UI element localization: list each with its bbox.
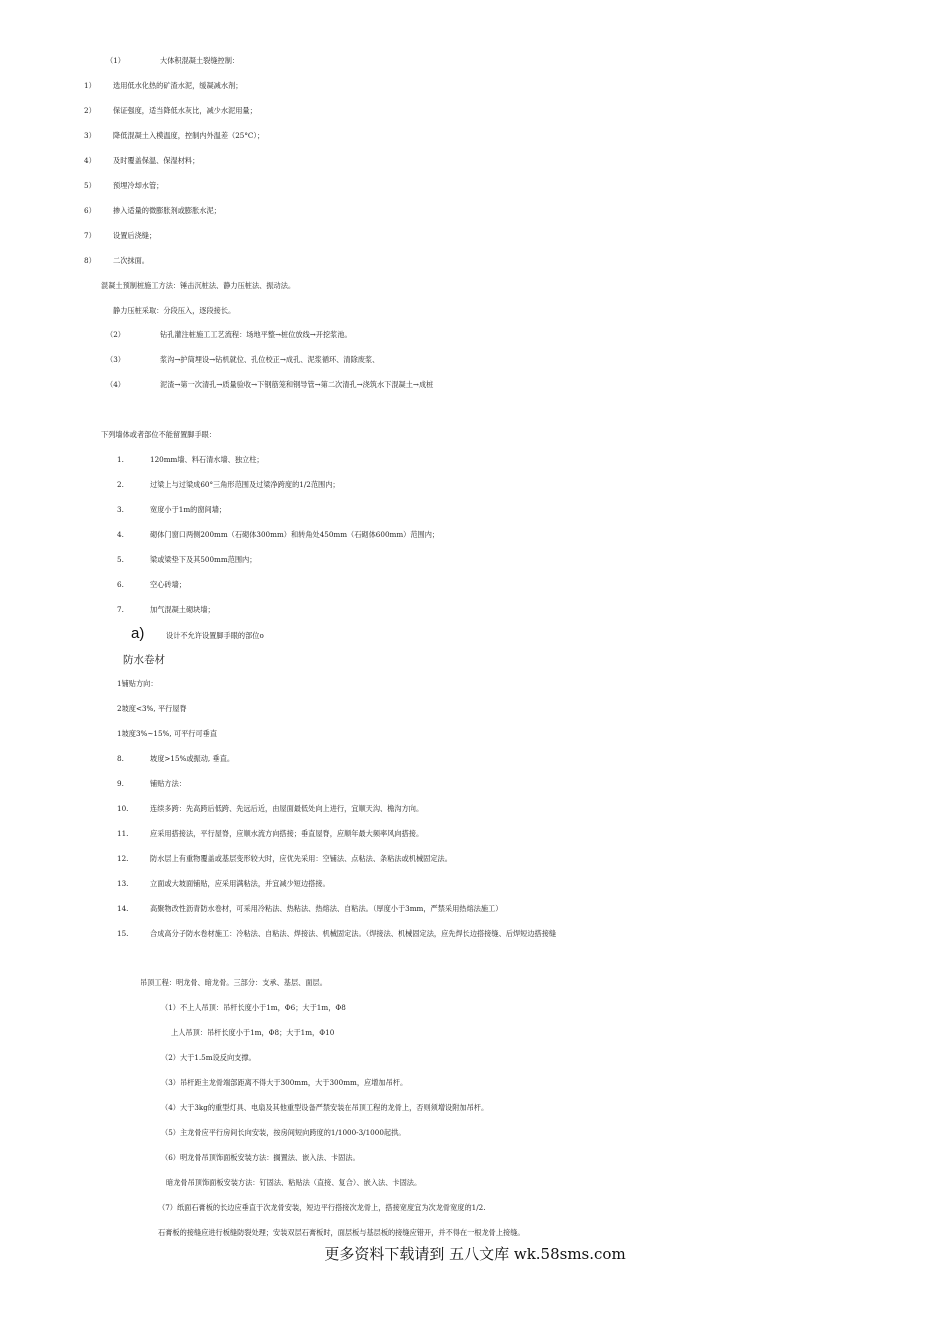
list-item: 合成高分子防水卷材施工：冷粘法、自粘法、焊接法、机械固定法。（焊接法、机械固定法，应先焊长边搭接缝、后焊短边搭接缝 (150, 929, 557, 938)
ceiling-intro: 吊顶工程：明龙骨、暗龙骨。三部分：支承、基层、面层。 (140, 978, 327, 987)
step-num: （3） (106, 355, 125, 364)
item-a-text: 设计不允许设置脚手眼的部位o (166, 631, 264, 640)
list-item: 应采用搭接法，平行屋脊，应顺水流方向搭接；垂直屋脊，应顺年最大频率风向搭接。 (150, 829, 424, 838)
list-item: 掺入适量的微膨胀剂或膨胀水泥； (113, 206, 221, 215)
list-item: 梁或梁垫下及其500mm范围内； (150, 555, 257, 564)
list-item: 选用低水化热的矿渣水泥，缓凝减水剂； (113, 81, 243, 90)
list-item-num: 8） (84, 256, 96, 265)
section1-title: 大体积混凝土裂缝控制： (160, 56, 240, 65)
list-item: 防水层上有重物覆盖或基层变形较大时，应优先采用：空铺法、点粘法、条粘法或机械固定法。 (150, 854, 452, 863)
list-item-num: 13. (117, 879, 129, 888)
step-num: （2） (106, 330, 125, 339)
list-item: 铺贴方法： (150, 779, 186, 788)
list-item: 空心砖墙； (150, 580, 186, 589)
list-item: 连续多跨：先高跨后低跨、先远后近，由屋面最低处向上进行，宜顺天沟、檐沟方向。 (150, 804, 424, 813)
list-item-num: 6. (117, 580, 124, 589)
scaffold-intro: 下列墙体或者部位不能留置脚手眼： (101, 430, 217, 439)
list-item-num: 6） (84, 206, 96, 215)
list-item: 设置后浇缝； (113, 231, 157, 240)
list-item-num: 7） (84, 231, 96, 240)
section1-title-num: （1） (106, 56, 125, 65)
list-item: 砌体门窗口两侧200mm（石砌体300mm）和转角处450mm（石砌体600mm）范围内； (150, 530, 440, 539)
list-item: 过梁上与过梁成60°三角形范围及过梁净跨度的1/2范围内； (150, 480, 340, 489)
list-item: 加气混凝土砌块墙； (150, 605, 215, 614)
item-a-label: a) (131, 625, 145, 642)
step-num: （4） (106, 380, 125, 389)
list-item: 及时覆盖保温、保湿材料； (113, 156, 200, 165)
plain-line: 1铺贴方向： (117, 679, 158, 688)
list-item-num: 14. (117, 904, 129, 913)
step-text: 泥渣→第一次清孔→质量验收→下钢筋笼和钢导管→第二次清孔→浇筑水下混凝土→成桩 (160, 380, 434, 389)
ceiling-line: （2）大于1.5m设反向支撑。 (161, 1053, 256, 1062)
list-item-num: 8. (117, 754, 124, 763)
list-item-num: 9. (117, 779, 124, 788)
ceiling-line: （6）明龙骨吊顶饰面板安装方法：搁置法、嵌入法、卡固法。 (161, 1153, 360, 1162)
list-item: 保证强度，适当降低水灰比，减少水泥用量； (113, 106, 257, 115)
ceiling-line: （1）不上人吊顶：吊杆长度小于1m，Φ6；大于1m，Φ8 (161, 1003, 346, 1012)
list-item-num: 1. (117, 455, 124, 464)
list-item: 立面或大坡面铺贴，应采用满粘法，并宜减少短边搭接。 (150, 879, 330, 888)
ceiling-line: 石膏板的接缝应进行板缝防裂处理；安装双层石膏板时，面层板与基层板的接缝应错开，并不得在一根龙骨上接缝。 (158, 1228, 525, 1237)
ceiling-line: （7）纸面石膏板的长边应垂直于次龙骨安装，短边平行搭接次龙骨上，搭接宽度宜为次龙骨宽度的1/2. (158, 1203, 486, 1212)
pile-methods-text: 混凝土预制桩施工方法：锤击沉桩法、静力压桩法、振动法。 (101, 281, 296, 290)
list-item-num: 15. (117, 929, 129, 938)
list-item: 120mm墙、料石清水墙、独立柱； (150, 455, 264, 464)
ceiling-line: （3）吊杆距主龙骨端部距离不得大于300mm，大于300mm，应增加吊杆。 (161, 1078, 408, 1087)
ceiling-line: 暗龙骨吊顶饰面板安装方法：钉固法、粘贴法（直接、复合）、嵌入法、卡固法。 (166, 1178, 422, 1187)
list-item-num: 1） (84, 81, 96, 90)
list-item-num: 4） (84, 156, 96, 165)
step-text: 浆沟→护筒埋设→钻机就位、孔位校正→成孔、泥浆循环、清除废浆、 (160, 355, 380, 364)
list-item-num: 5） (84, 181, 96, 190)
list-item: 预埋冷却水管； (113, 181, 164, 190)
static-pile-text: 静力压桩采取：分段压入，逐段接长。 (113, 306, 236, 315)
list-item-num: 2. (117, 480, 124, 489)
section-heading: 防水卷材 (123, 654, 165, 666)
list-item: 宽度小于1m的窗间墙； (150, 505, 227, 514)
list-item-num: 4. (117, 530, 124, 539)
list-item: 高聚物改性沥青防水卷材，可采用冷粘法、热粘法、热熔法、自粘法。（厚度小于3mm，严禁采用热熔法施工） (150, 904, 503, 913)
list-item-num: 3. (117, 505, 124, 514)
plain-line: 2坡度<3%, 平行屋脊 (117, 704, 187, 713)
list-item-num: 11. (117, 829, 129, 838)
ceiling-line: （4）大于3kg的重型灯具、电扇及其他重型设备严禁安装在吊顶工程的龙骨上，否则须增设附加吊杆。 (161, 1103, 489, 1112)
list-item: 坡度>15%或振动, 垂直。 (150, 754, 235, 763)
list-item-num: 10. (117, 804, 129, 813)
ceiling-line: （5）主龙骨应平行房间长向安装，按房间短向跨度的1/1000-3/1000起拱。 (161, 1128, 406, 1137)
list-item-num: 5. (117, 555, 124, 564)
list-item: 二次抹面。 (113, 256, 149, 265)
list-item-num: 3） (84, 131, 96, 140)
ceiling-line: 上人吊顶：吊杆长度小于1m，Φ8；大于1m，Φ10 (171, 1028, 335, 1037)
list-item: 降低混凝土入模温度，控制内外温差（25°C）； (113, 131, 265, 140)
plain-line: 1坡度3%~15%, 可平行可垂直 (117, 729, 218, 738)
list-item-num: 7. (117, 605, 124, 614)
list-item-num: 12. (117, 854, 129, 863)
step-text: 钻孔灌注桩施工工艺流程：场地平整→桩位放线→开挖浆池。 (160, 330, 352, 339)
list-item-num: 2） (84, 106, 96, 115)
footer-download-link: 更多资料下载请到 五八文库 wk.58sms.com (324, 1245, 626, 1263)
